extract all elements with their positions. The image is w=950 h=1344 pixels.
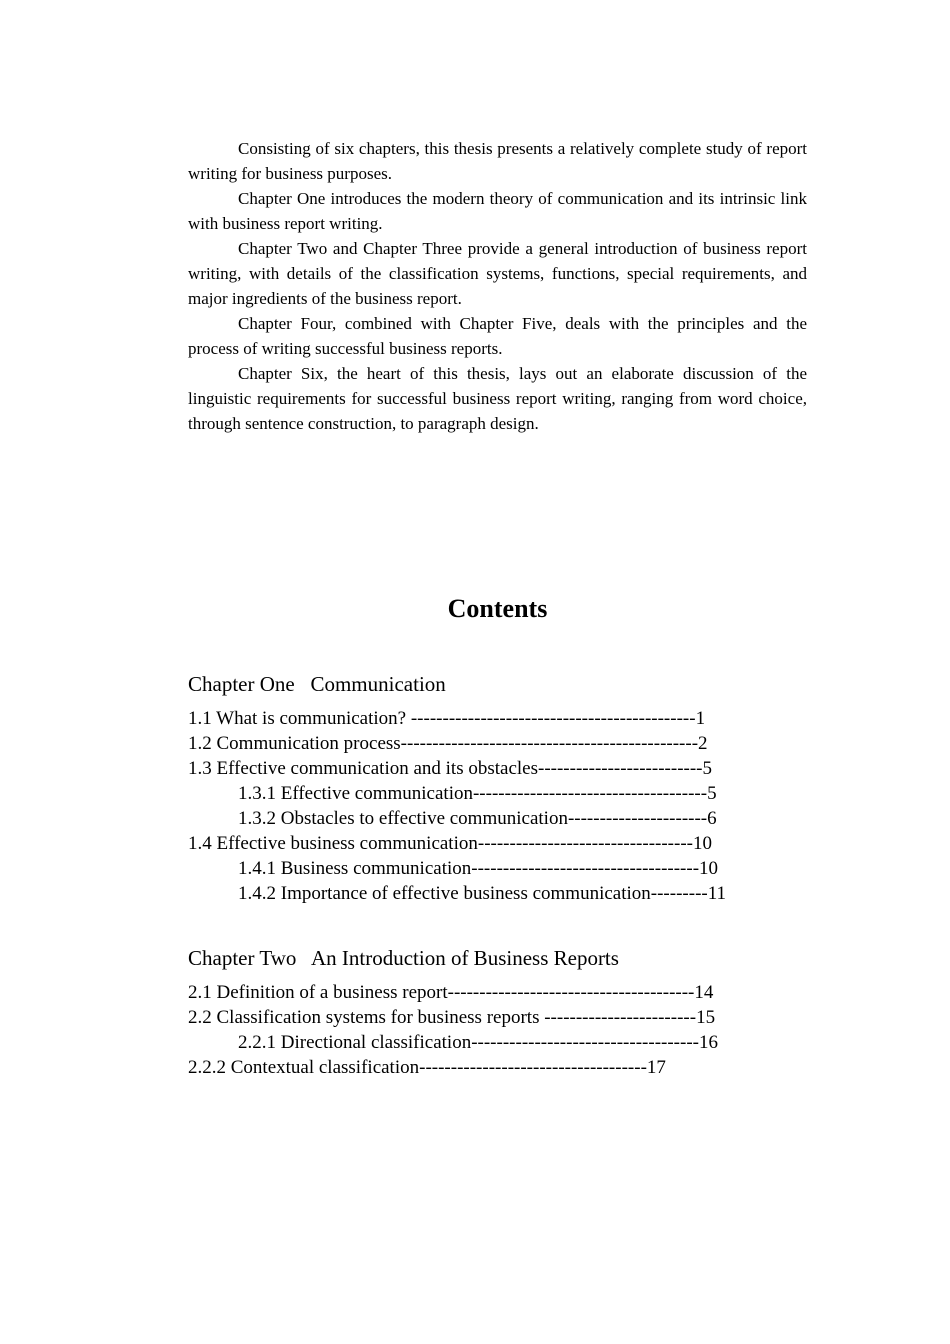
- abstract-paragraph: Chapter One introduces the modern theory of communication and its intrinsic link with business report writing.: [188, 189, 807, 233]
- toc-entry: 1.3 Effective communication and its obstacles--------------------------5: [188, 758, 713, 779]
- toc-entry: 1.1 What is communication? ---------------------------------------------1: [188, 708, 706, 729]
- contents-title: Contents: [447, 594, 548, 623]
- chapter-heading: Chapter Two An Introduction of Business Reports: [188, 946, 619, 970]
- toc-entry: 2.1 Definition of a business report---------------------------------------14: [188, 982, 714, 1003]
- toc-entry: 2.2.2 Contextual classification------------------------------------17: [188, 1057, 666, 1078]
- table-of-contents: [188, 669, 807, 1080]
- toc-subentry: 1.3.2 Obstacles to effective communication----------------------6: [238, 808, 717, 829]
- chapter-heading: Chapter One Communication: [188, 672, 446, 696]
- toc-subentry: 1.3.1 Effective communication-------------------------------------5: [238, 783, 717, 804]
- toc-entry: 2.2 Classification systems for business reports ------------------------15: [188, 1007, 716, 1028]
- toc-entry: 1.2 Communication process-----------------------------------------------2: [188, 733, 708, 754]
- abstract-paragraph: Chapter Six, the heart of this thesis, lays out an elaborate discussion of the linguistic requirements for successful business report writing, ranging from word choice, through sentence construction, to paragraph design.: [188, 364, 807, 433]
- toc-chapter-one: [188, 669, 807, 906]
- toc-subentry: 1.4.1 Business communication------------------------------------10: [238, 858, 719, 879]
- abstract-paragraph: Consisting of six chapters, this thesis presents a relatively complete study of report writing for business purposes.: [188, 139, 807, 183]
- toc-subentry: 2.2.1 Directional classification------------------------------------16: [238, 1032, 718, 1053]
- abstract-section: [188, 136, 807, 436]
- abstract-paragraph: Chapter Four, combined with Chapter Five, deals with the principles and the process of writing successful business reports.: [188, 314, 807, 358]
- abstract-text: [188, 136, 807, 436]
- toc-entry: 1.4 Effective business communication----------------------------------10: [188, 833, 712, 854]
- toc-chapter-two: [188, 943, 807, 1080]
- abstract-paragraph: Chapter Two and Chapter Three provide a general introduction of business report writing, with details of the classification systems, functions, special requirements, and major ingredients of the business report.: [188, 239, 807, 308]
- toc-subentry: 1.4.2 Importance of effective business communication---------11: [238, 883, 727, 904]
